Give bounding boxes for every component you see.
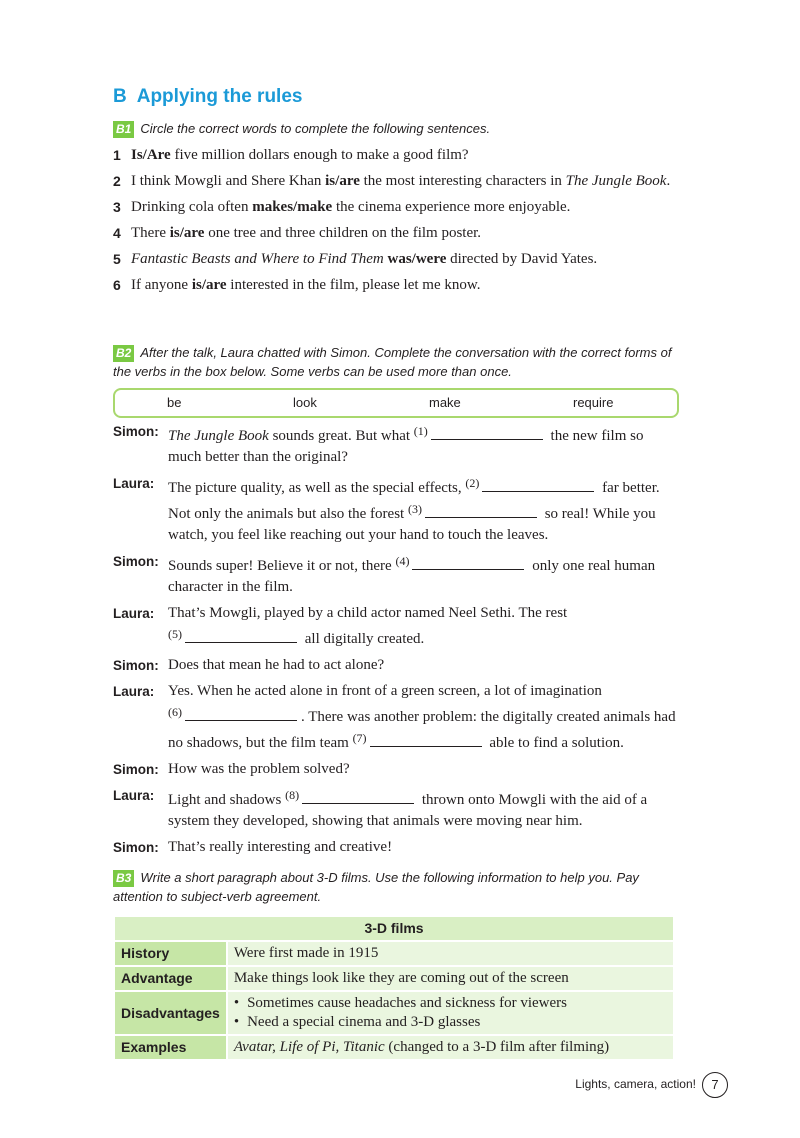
verb-box [113, 388, 679, 418]
table-row [114, 991, 674, 1035]
dialogue-line [113, 785, 678, 832]
speaker-name: Laura: [113, 476, 155, 491]
verb-be: be [167, 395, 182, 410]
table-title: 3-D films [114, 916, 674, 941]
answer-blank[interactable] [302, 789, 414, 804]
speaker-name: Laura: [113, 684, 155, 699]
sentence-text: There is/are one tree and three children on the film poster. [131, 225, 482, 241]
b1-sentence [113, 197, 673, 218]
b1-sentence [113, 249, 673, 270]
blank-number: (2) [465, 476, 480, 490]
blank-number: (8) [285, 788, 300, 802]
sentence-text: Drinking cola often makes/make the cinema experience more enjoyable. [131, 199, 571, 215]
blank-number: (5) [168, 627, 182, 641]
row-value: Make things look like they are coming out of the screen [227, 966, 674, 991]
speech-text: The Jungle Book sounds great. But what $^{(1)}$ the new film so much better than the original? [168, 424, 644, 465]
b1-sentence [113, 171, 673, 192]
row-label: History [114, 941, 227, 966]
dialogue-line [113, 759, 678, 780]
b3-instruction-text: Write a short paragraph about 3-D films. Use the following information to help you. Pay attention to subject-verb agreement. [113, 870, 639, 904]
page-number: 7 [702, 1072, 728, 1098]
sentence-text: If anyone is/are interested in the film, please let me know. [131, 277, 481, 293]
row-value: Avatar, Life of Pi, Titanic (changed to a 3-D film after filming) [227, 1035, 674, 1060]
answer-blank[interactable] [482, 477, 594, 492]
sentence-text: I think Mowgli and Shere Khan is/are the most interesting characters in The Jungle Book. [131, 173, 671, 189]
speaker-name: Simon: [113, 658, 159, 673]
section-title: Applying the rules [136, 86, 303, 107]
speech-text: Sounds super! Believe it or not, there $^{(4)}$ only one real human character in the film. [168, 554, 656, 595]
b1-instruction [113, 119, 693, 138]
speech-text: Yes. When he acted alone in front of a green screen, a lot of imagination $^{(6)}$ . There was another problem: the digitally created animals had no shadows, but the film team $^{(7)}$ able to find a solution. [168, 683, 676, 751]
speech-text: The picture quality, as well as the special effects, $^{(2)}$ far better. Not only the animals but also the forest $^{(3)}$ so real! While you watch, you feel like reaching out your hand to touch the leaves. [168, 476, 660, 543]
sentence-number: 4 [113, 225, 121, 241]
speech-text: That’s Mowgli, played by a child actor named Neel Sethi. The rest $^{(5)}$ all digitally created. [168, 605, 568, 647]
sentence-text: Fantastic Beasts and Where to Find Them was/were directed by David Yates. [131, 251, 598, 267]
b1-sentence [113, 275, 673, 296]
blank-number: (6) [168, 705, 182, 719]
verb-make: make [429, 395, 461, 410]
b2-tag: B2 [113, 345, 134, 362]
sentence-number: 6 [113, 277, 121, 293]
table-row [114, 1035, 674, 1060]
row-value: Were first made in 1915 [227, 941, 674, 966]
b1-sentence [113, 223, 673, 244]
dialogue-line [113, 655, 678, 676]
speaker-name: Simon: [113, 762, 159, 777]
sentence-number: 2 [113, 173, 121, 189]
answer-blank[interactable] [370, 732, 482, 747]
dialogue-line [113, 473, 678, 546]
speaker-name: Laura: [113, 788, 155, 803]
verb-look: look [293, 395, 317, 410]
conversation [113, 421, 678, 863]
dialogue-line [113, 681, 678, 754]
b1-instruction-text: Circle the correct words to complete the following sentences. [140, 121, 491, 136]
b2-instruction [113, 343, 683, 381]
b1-tag: B1 [113, 121, 134, 138]
blank-number: (3) [407, 502, 422, 516]
table-header-row [114, 916, 674, 941]
dialogue-line [113, 421, 678, 468]
dialogue-line [113, 551, 678, 598]
speaker-name: Simon: [113, 424, 159, 439]
page-footer [520, 1072, 738, 1098]
row-label: Advantage [114, 966, 227, 991]
footer-text: Lights, camera, action! [575, 1077, 696, 1091]
blank-number: (4) [395, 554, 410, 568]
answer-blank[interactable] [412, 555, 524, 570]
speech-text: That’s really interesting and creative! [168, 839, 393, 855]
sentence-number: 3 [113, 199, 121, 215]
speech-text: How was the problem solved? [168, 761, 350, 777]
table-row [114, 941, 674, 966]
answer-blank[interactable] [185, 706, 297, 721]
b3-tag: B3 [113, 870, 134, 887]
dialogue-line [113, 603, 678, 650]
sentence-number: 5 [113, 251, 121, 267]
row-label: Disadvantages [114, 991, 227, 1035]
verb-require: require [573, 395, 614, 410]
b1-sentence [113, 145, 673, 166]
speech-text: Light and shadows $^{(8)}$ thrown onto Mowgli with the aid of a system they developed, showing that animals were moving near him. [168, 788, 648, 829]
bullet-item: • Sometimes cause headaches and sickness for viewers [234, 994, 667, 1013]
sentence-text: Is/Are five million dollars enough to make a good film? [131, 147, 469, 163]
3d-films-table [113, 915, 675, 1061]
table-row [114, 966, 674, 991]
speaker-name: Simon: [113, 554, 159, 569]
b2-instruction-text: After the talk, Laura chatted with Simon. Complete the conversation with the correct forms of the verbs in the box below. Some verbs can be used more than once. [113, 345, 672, 379]
speech-text: Does that mean he had to act alone? [168, 657, 385, 673]
blank-number: (1) [413, 424, 428, 438]
answer-blank[interactable] [425, 503, 537, 518]
bullet-item: • Need a special cinema and 3-D glasses [234, 1013, 667, 1032]
speaker-name: Simon: [113, 840, 159, 855]
answer-blank[interactable] [431, 425, 543, 440]
blank-number: (7) [352, 731, 367, 745]
row-value [227, 991, 674, 1035]
sentence-number: 1 [113, 147, 121, 163]
dialogue-line [113, 837, 678, 858]
section-heading [113, 86, 302, 108]
row-label: Examples [114, 1035, 227, 1060]
b3-instruction [113, 868, 683, 906]
answer-blank[interactable] [185, 628, 297, 643]
section-letter: B [113, 86, 127, 107]
b1-sentence-list [113, 145, 673, 301]
speaker-name: Laura: [113, 606, 155, 621]
